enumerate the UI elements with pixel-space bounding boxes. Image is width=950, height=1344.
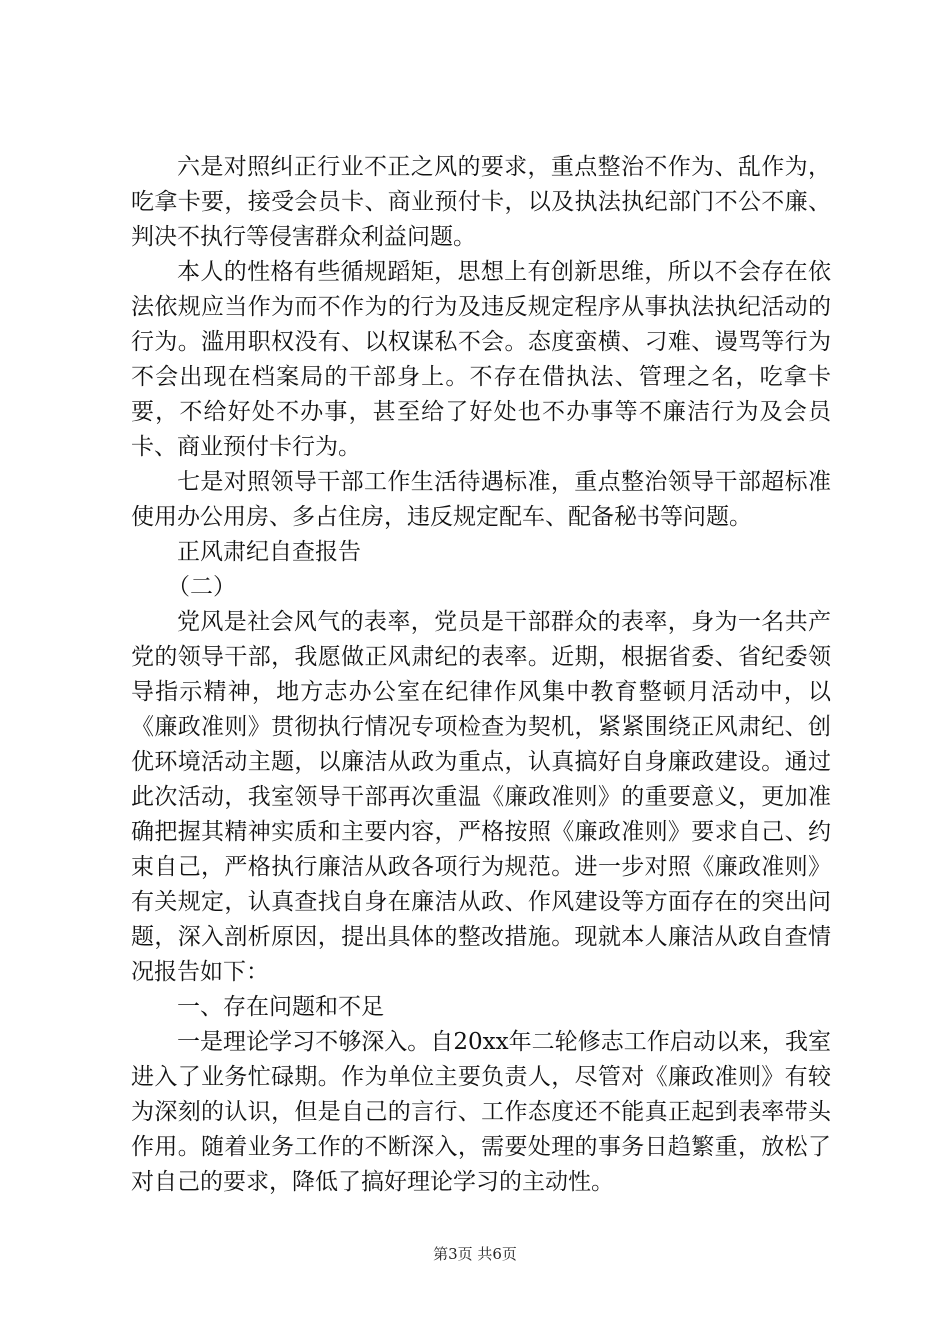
- document-body: [131, 150, 831, 1200]
- section-number: （二）: [167, 574, 236, 600]
- subheading-problems: 一、存在问题和不足: [177, 994, 384, 1020]
- page-number: 第3页 共6页: [433, 1245, 517, 1263]
- paragraph-item-six: 六是对照纠正行业不正之风的要求，重点整治不作为、乱作为，吃拿卡要，接受会员卡、商业预付卡，以及执法执纪部门不公不廉、判决不执行等侵害群众利益问题。: [131, 154, 831, 250]
- paragraph-self-assessment: 本人的性格有些循规蹈矩，思想上有创新思维，所以不会存在依法依规应当作为而不作为的行为及违反规定程序从事执法执纪活动的行为。滥用职权没有、以权谋私不会。态度蛮横、刁难、谩骂等行为不会出现在档案局的干部身上。不存在借执法、管理之名，吃拿卡要，不给好处不办事，甚至给了好处也不办事等不廉洁行为及会员卡、商业预付卡行为。: [131, 259, 831, 460]
- paragraph-introduction: 党风是社会风气的表率，党员是干部群众的表率，身为一名共产党的领导干部，我愿做正风肃纪的表率。近期，根据省委、省纪委领导指示精神，地方志办公室在纪律作风集中教育整顿月活动中，以《廉政准则》贯彻执行情况专项检查为契机，紧紧围绕正风肃纪、创优环境活动主题，以廉洁从政为重点，认真搞好自身廉政建设。通过此次活动，我室领导干部再次重温《廉政准则》的重要意义，更加准确把握其精神实质和主要内容，严格按照《廉政准则》要求自己、约束自己，严格执行廉洁从政各项行为规范。进一步对照《廉政准则》有关规定，认真查找自身在廉洁从政、作风建设等方面存在的突出问题，深入剖析原因，提出具体的整改措施。现就本人廉洁从政自查情况报告如下：: [131, 609, 831, 985]
- section-title: 正风肃纪自查报告: [177, 539, 361, 565]
- page-footer: [0, 1244, 950, 1264]
- paragraph-item-seven: 七是对照领导干部工作生活待遇标准，重点整治领导干部超标准使用办公用房、多占住房，违反规定配车、配备秘书等问题。: [131, 469, 831, 530]
- paragraph-problem-one: 一是理论学习不够深入。自20xx年二轮修志工作启动以来，我室进入了业务忙碌期。作为单位主要负责人，尽管对《廉政准则》有较为深刻的认识，但是自己的言行、工作态度还不能真正起到表率带头作用。随着业务工作的不断深入，需要处理的事务日趋繁重，放松了对自己的要求，降低了搞好理论学习的主动性。: [131, 1029, 831, 1195]
